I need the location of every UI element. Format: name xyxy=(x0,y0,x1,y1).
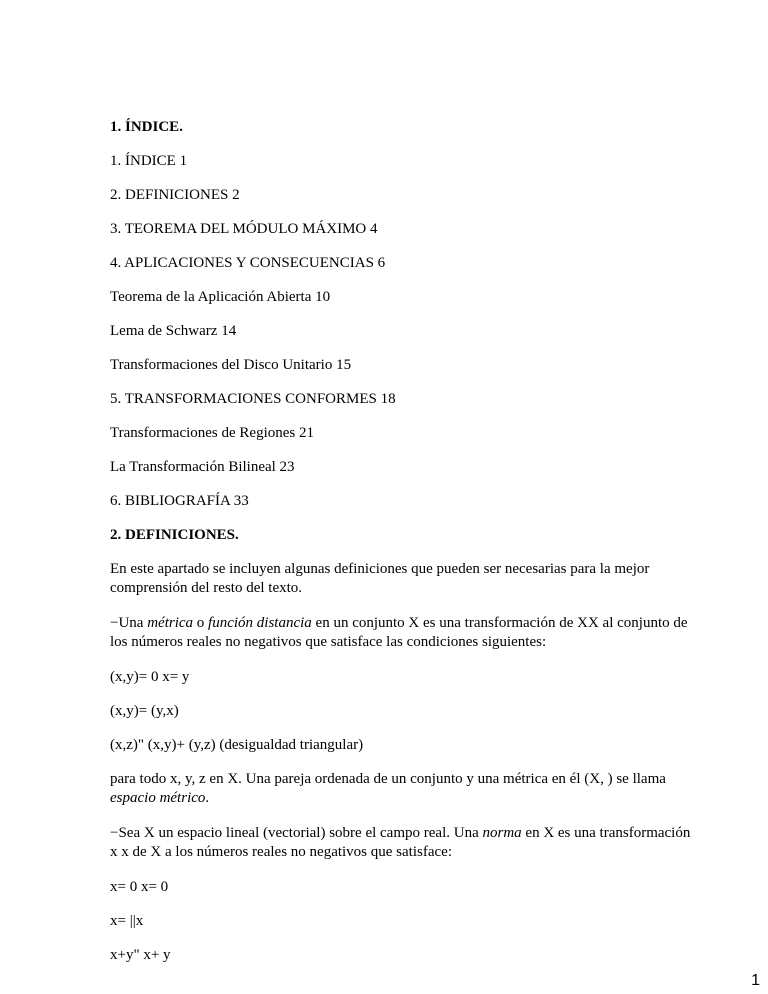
page-number: 1 xyxy=(751,972,760,989)
toc-item[interactable]: 2. DEFINICIONES 2 xyxy=(110,187,240,203)
metric-definition xyxy=(110,614,700,652)
norm-condition: x= 0 x= 0 xyxy=(110,879,169,895)
metric-condition: (x,z)" (x,y)+ (y,z) (desigualdad triangular) xyxy=(110,737,364,753)
toc-item[interactable]: Lema de Schwarz 14 xyxy=(110,323,237,339)
toc-item[interactable]: 6. BIBLIOGRAFÍA 33 xyxy=(110,493,249,509)
metric-condition: (x,y)= 0 x= y xyxy=(110,669,190,685)
term-funcion-distancia: función distancia xyxy=(208,615,312,631)
index-heading: 1. ÍNDICE. xyxy=(110,119,183,135)
norm-condition: x= ||x xyxy=(110,913,144,929)
toc-item[interactable]: 5. TRANSFORMACIONES CONFORMES 18 xyxy=(110,391,396,407)
toc-item[interactable]: Transformaciones del Disco Unitario 15 xyxy=(110,357,352,373)
text: para todo x, y, z en X. Una pareja ordenada de un conjunto y una métrica en él (X, ) se llama xyxy=(110,771,666,787)
toc-item[interactable]: Transformaciones de Regiones 21 xyxy=(110,425,314,441)
text: en un conjunto X es una transformación de XX al conjunto de los números reales no negativos que satisface las condiciones siguientes: xyxy=(110,615,688,650)
toc-item[interactable]: La Transformación Bilineal 23 xyxy=(110,459,295,475)
text: −Sea X un espacio lineal (vectorial) sobre el campo real. Una xyxy=(110,825,483,841)
norm-definition xyxy=(110,824,700,862)
metric-space-paragraph xyxy=(110,770,700,808)
definitions-heading: 2. DEFINICIONES. xyxy=(110,527,239,543)
metric-condition: (x,y)= (y,x) xyxy=(110,703,179,719)
norm-condition: x+y" x+ y xyxy=(110,947,171,963)
text: o xyxy=(193,615,209,631)
text: . xyxy=(205,790,210,806)
intro-paragraph: En este apartado se incluyen algunas definiciones que pueden ser necesarias para la mejor comprensión del resto del texto. xyxy=(110,561,650,596)
term-metrica: métrica xyxy=(147,615,194,631)
toc-item[interactable]: Teorema de la Aplicación Abierta 10 xyxy=(110,289,331,305)
toc-item[interactable]: 4. APLICACIONES Y CONSECUENCIAS 6 xyxy=(110,255,386,271)
toc-item[interactable]: 3. TEOREMA DEL MÓDULO MÁXIMO 4 xyxy=(110,221,378,237)
text: −Una xyxy=(110,615,148,631)
term-espacio-metrico: espacio métrico xyxy=(110,790,206,806)
text: en X es una transformación x x de X a los números reales no negativos que satisface: xyxy=(110,825,691,860)
toc-item[interactable]: 1. ÍNDICE 1 xyxy=(110,153,188,169)
term-norma: norma xyxy=(482,825,522,841)
